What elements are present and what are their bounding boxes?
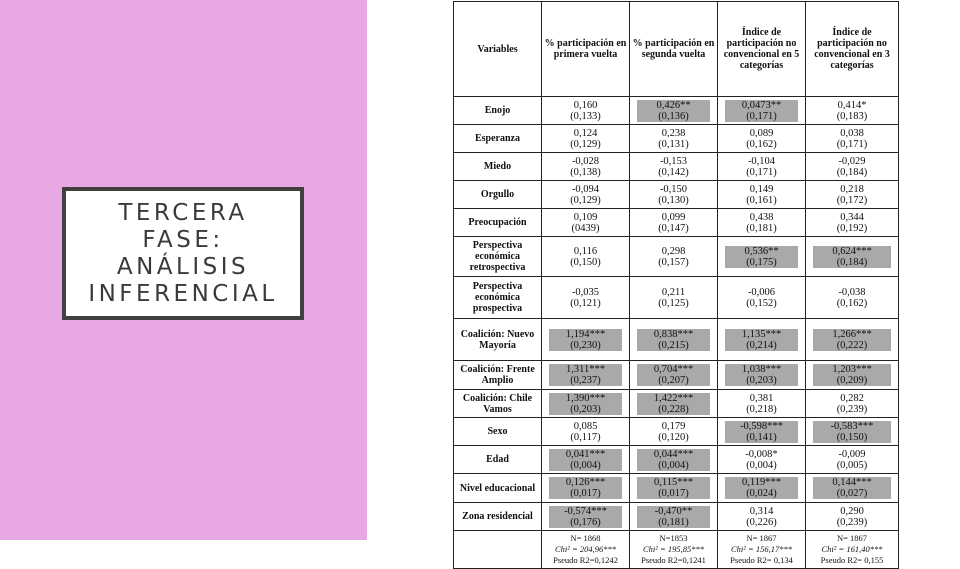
table-cell <box>806 361 899 390</box>
coefficient-value: 0,085 <box>573 420 598 432</box>
standard-error-value: (0,183) <box>836 110 868 122</box>
table-cell <box>630 446 718 474</box>
standard-error-value: (0,141) <box>725 432 798 443</box>
standard-error-value: (0,171) <box>725 111 798 122</box>
model-fit-cell <box>630 531 718 569</box>
coefficient-value: 0,624*** <box>813 246 891 257</box>
coefficient-value: -0,598*** <box>725 421 798 432</box>
coefficient-value: -0,574*** <box>549 506 622 517</box>
coefficient-value: -0,009 <box>838 448 866 460</box>
standard-error-value: (0,218) <box>746 403 777 415</box>
coefficient-value: 1,390*** <box>549 393 622 404</box>
coefficient-value: 0,238 <box>661 127 686 139</box>
standard-error-value: (0,171) <box>746 166 777 178</box>
table-cell <box>542 237 630 277</box>
table-cell <box>630 209 718 237</box>
regression-table-container <box>453 1 898 565</box>
standard-error-value: (0,214) <box>725 340 798 351</box>
coefficient-value: 1,266*** <box>813 329 891 340</box>
standard-error-value: (0,142) <box>658 166 689 178</box>
standard-error-value: (0,230) <box>549 340 622 351</box>
coefficient-value: 0,381 <box>749 392 774 404</box>
chi-square: Chi² = 156,17*** <box>731 544 792 554</box>
coefficient-value: -0,583*** <box>813 421 891 432</box>
standard-error-value: (0,239) <box>836 403 868 415</box>
coefficient-value: 0,099 <box>661 211 686 223</box>
standard-error-value: (0,184) <box>813 257 891 268</box>
standard-error-value: (0,129) <box>570 138 601 150</box>
standard-error-value: (0,131) <box>658 138 689 150</box>
table-cell <box>718 181 806 209</box>
coefficient-value: 1,135*** <box>725 329 798 340</box>
row-variable-label: Esperanza <box>454 125 542 153</box>
table-cell <box>806 97 899 125</box>
pseudo-r2: Pseudo R2= 0,134 <box>730 555 793 565</box>
chi-square: Chi² = 204,96*** <box>555 544 616 554</box>
pseudo-r2: Pseudo R2=0,1242 <box>553 555 618 565</box>
table-cell <box>542 97 630 125</box>
coefficient-value: 0,838*** <box>637 329 710 340</box>
standard-error-value: (0,004) <box>549 460 622 471</box>
coefficient-value: 0,704*** <box>637 364 710 375</box>
standard-error-value: (0,150) <box>813 432 891 443</box>
row-variable-label: Sexo <box>454 418 542 446</box>
table-cell <box>806 209 899 237</box>
table-cell <box>718 153 806 181</box>
row-variable-label: Edad <box>454 446 542 474</box>
coefficient-value: 0,0473** <box>725 100 798 111</box>
coefficient-value: -0,470** <box>637 506 710 517</box>
table-cell <box>630 503 718 531</box>
coefficient-value: -0,094 <box>571 183 600 195</box>
column-header: % participación en segunda vuelta <box>630 2 718 97</box>
coefficient-value: 0,109 <box>573 211 598 223</box>
table-cell <box>630 153 718 181</box>
row-variable-label: Zona residencial <box>454 503 542 531</box>
model-fit-cell <box>542 531 630 569</box>
table-row <box>454 503 899 531</box>
table-header-row <box>454 2 899 97</box>
coefficient-value: 0,038 <box>840 127 864 139</box>
standard-error-value: (0,138) <box>570 166 601 178</box>
row-variable-label: Coalición: Chile Vamos <box>454 390 542 418</box>
table-cell <box>718 277 806 319</box>
row-variable-label: Coalición: Nuevo Mayoría <box>454 319 542 361</box>
table-cell <box>718 418 806 446</box>
coefficient-value: 1,311*** <box>549 364 622 375</box>
coefficient-value: 0,044*** <box>637 449 710 460</box>
table-cell <box>718 125 806 153</box>
table-cell <box>718 390 806 418</box>
coefficient-value: -0,029 <box>838 155 866 167</box>
standard-error-value: (0,129) <box>570 194 601 206</box>
table-row <box>454 446 899 474</box>
table-cell <box>630 237 718 277</box>
standard-error-value: (0,203) <box>549 404 622 415</box>
coefficient-value: -0,104 <box>747 155 776 167</box>
table-cell <box>630 474 718 503</box>
table-cell <box>718 503 806 531</box>
coefficient-value: 0,144*** <box>813 477 891 488</box>
table-cell <box>630 277 718 319</box>
coefficient-value: 0,536** <box>725 246 798 257</box>
row-variable-label: Orgullo <box>454 181 542 209</box>
table-cell <box>542 125 630 153</box>
coefficient-value: -0,150 <box>659 183 688 195</box>
standard-error-value: (0,207) <box>637 375 710 386</box>
standard-error-value: (0439) <box>571 222 600 234</box>
standard-error-value: (0,150) <box>570 256 601 268</box>
standard-error-value: (0,004) <box>746 459 777 471</box>
pseudo-r2: Pseudo R2=0,1241 <box>641 555 706 565</box>
standard-error-value: (0,215) <box>637 340 710 351</box>
table-cell <box>630 97 718 125</box>
standard-error-value: (0,172) <box>836 194 868 206</box>
table-cell <box>630 181 718 209</box>
coefficient-value: 0,119*** <box>725 477 798 488</box>
coefficient-value: 0,314 <box>749 505 774 517</box>
table-footer-row <box>454 531 899 569</box>
chi-square: Chi² = 161,40*** <box>821 544 883 554</box>
coefficient-value: -0,028 <box>571 155 600 167</box>
model-fit-cell <box>718 531 806 569</box>
table-cell <box>542 418 630 446</box>
table-row <box>454 181 899 209</box>
table-cell <box>630 418 718 446</box>
standard-error-value: (0,171) <box>836 138 868 150</box>
standard-error-value: (0,175) <box>725 257 798 268</box>
table-cell <box>718 319 806 361</box>
standard-error-value: (0,228) <box>637 404 710 415</box>
table-row <box>454 361 899 390</box>
table-cell <box>718 209 806 237</box>
table-cell <box>806 319 899 361</box>
standard-error-value: (0,136) <box>637 111 710 122</box>
standard-error-value: (0,181) <box>746 222 777 234</box>
table-row <box>454 153 899 181</box>
standard-error-value: (0,184) <box>836 166 868 178</box>
standard-error-value: (0,162) <box>836 297 868 309</box>
standard-error-value: (0,203) <box>725 375 798 386</box>
regression-table <box>453 1 899 569</box>
coefficient-value: 0,126*** <box>549 477 622 488</box>
table-cell <box>806 153 899 181</box>
coefficient-value: -0,035 <box>571 286 600 298</box>
table-row <box>454 390 899 418</box>
standard-error-value: (0,017) <box>637 488 710 499</box>
coefficient-value: 0,041*** <box>549 449 622 460</box>
slide-title-box <box>62 187 304 320</box>
table-cell <box>542 153 630 181</box>
table-cell <box>806 181 899 209</box>
table-cell <box>806 446 899 474</box>
table-cell <box>718 446 806 474</box>
standard-error-value: (0,004) <box>637 460 710 471</box>
row-variable-label: Nivel educacional <box>454 474 542 503</box>
table-cell <box>806 474 899 503</box>
table-cell <box>806 390 899 418</box>
coefficient-value: 0,344 <box>840 211 864 223</box>
coefficient-value: 0,211 <box>661 286 686 298</box>
coefficient-value: 0,414* <box>837 99 867 111</box>
coefficient-value: 0,438 <box>749 211 774 223</box>
coefficient-value: -0,008* <box>745 448 778 460</box>
coefficient-value: 0,282 <box>840 392 864 404</box>
table-cell <box>718 361 806 390</box>
standard-error-value: (0,121) <box>570 297 601 309</box>
table-cell <box>542 446 630 474</box>
column-header: % participación en primera vuelta <box>542 2 630 97</box>
standard-error-value: (0,125) <box>658 297 689 309</box>
row-variable-label: Coalición: Frente Amplio <box>454 361 542 390</box>
table-cell <box>806 277 899 319</box>
table-cell <box>806 503 899 531</box>
standard-error-value: (0,239) <box>836 516 868 528</box>
column-header: Índice de participación no convencional en 5 categorías <box>718 2 806 97</box>
coefficient-value: 0,290 <box>840 505 864 517</box>
standard-error-value: (0,133) <box>570 110 601 122</box>
table-cell <box>542 361 630 390</box>
standard-error-value: (0,152) <box>746 297 777 309</box>
n-count: N= 1867 <box>746 533 777 543</box>
column-header: Variables <box>454 2 542 97</box>
coefficient-value: 0,179 <box>661 420 686 432</box>
table-cell <box>542 181 630 209</box>
standard-error-value: (0,222) <box>813 340 891 351</box>
n-count: N=1853 <box>659 533 688 543</box>
table-cell <box>806 237 899 277</box>
table-row <box>454 237 899 277</box>
table-cell <box>806 125 899 153</box>
row-variable-label: Preocupación <box>454 209 542 237</box>
table-cell <box>542 209 630 237</box>
coefficient-value: 0,124 <box>573 127 598 139</box>
standard-error-value: (0,162) <box>746 138 777 150</box>
coefficient-value: 0,218 <box>840 183 864 195</box>
table-row <box>454 277 899 319</box>
row-variable-label: Perspectiva económica prospectiva <box>454 277 542 319</box>
standard-error-value: (0,005) <box>836 459 868 471</box>
table-cell <box>542 390 630 418</box>
coefficient-value: -0,038 <box>838 286 866 298</box>
standard-error-value: (0,161) <box>746 194 777 206</box>
standard-error-value: (0,181) <box>637 517 710 528</box>
standard-error-value: (0,192) <box>836 222 868 234</box>
table-cell <box>630 361 718 390</box>
table-row <box>454 125 899 153</box>
table-row <box>454 209 899 237</box>
coefficient-value: 1,194*** <box>549 329 622 340</box>
coefficient-value: 0,298 <box>661 245 686 257</box>
coefficient-value: 0,160 <box>573 99 598 111</box>
table-cell <box>630 319 718 361</box>
column-header: Índice de participación no convencional en 3 categorías <box>806 2 899 97</box>
coefficient-value: 0,116 <box>573 245 598 257</box>
standard-error-value: (0,130) <box>658 194 689 206</box>
table-cell <box>542 474 630 503</box>
table-cell <box>542 503 630 531</box>
table-cell <box>718 474 806 503</box>
standard-error-value: (0,024) <box>725 488 798 499</box>
table-row <box>454 418 899 446</box>
coefficient-value: 0,089 <box>749 127 774 139</box>
standard-error-value: (0,147) <box>658 222 689 234</box>
table-cell <box>718 237 806 277</box>
table-cell <box>718 97 806 125</box>
table-cell <box>542 277 630 319</box>
standard-error-value: (0,017) <box>549 488 622 499</box>
coefficient-value: -0,006 <box>747 286 776 298</box>
coefficient-value: 0,426** <box>637 100 710 111</box>
standard-error-value: (0,157) <box>658 256 689 268</box>
standard-error-value: (0,237) <box>549 375 622 386</box>
row-variable-label: Perspectiva económica retrospectiva <box>454 237 542 277</box>
row-variable-label: Miedo <box>454 153 542 181</box>
coefficient-value: 1,038*** <box>725 364 798 375</box>
coefficient-value: 1,203*** <box>813 364 891 375</box>
table-body <box>454 97 899 531</box>
standard-error-value: (0,226) <box>746 516 777 528</box>
coefficient-value: 1,422*** <box>637 393 710 404</box>
standard-error-value: (0,117) <box>570 431 601 443</box>
coefficient-value: 0,149 <box>749 183 774 195</box>
standard-error-value: (0,027) <box>813 488 891 499</box>
n-count: N= 1867 <box>836 533 868 543</box>
coefficient-value: -0,153 <box>659 155 688 167</box>
table-row <box>454 97 899 125</box>
table-cell <box>630 125 718 153</box>
table-row <box>454 319 899 361</box>
standard-error-value: (0,209) <box>813 375 891 386</box>
table-row <box>454 474 899 503</box>
n-count: N= 1868 <box>570 533 601 543</box>
table-cell <box>542 319 630 361</box>
row-variable-label: Enojo <box>454 97 542 125</box>
pseudo-r2: Pseudo R2= 0,155 <box>820 555 884 565</box>
footer-empty-cell <box>454 531 542 569</box>
table-cell <box>806 418 899 446</box>
slide-title: TERCERA FASE: ANÁLISIS INFERENCIAL <box>88 199 278 307</box>
table-cell <box>630 390 718 418</box>
standard-error-value: (0,176) <box>549 517 622 528</box>
standard-error-value: (0,120) <box>658 431 689 443</box>
chi-square: Chi² = 195,85*** <box>643 544 704 554</box>
model-fit-cell <box>806 531 899 569</box>
coefficient-value: 0,115*** <box>637 477 710 488</box>
